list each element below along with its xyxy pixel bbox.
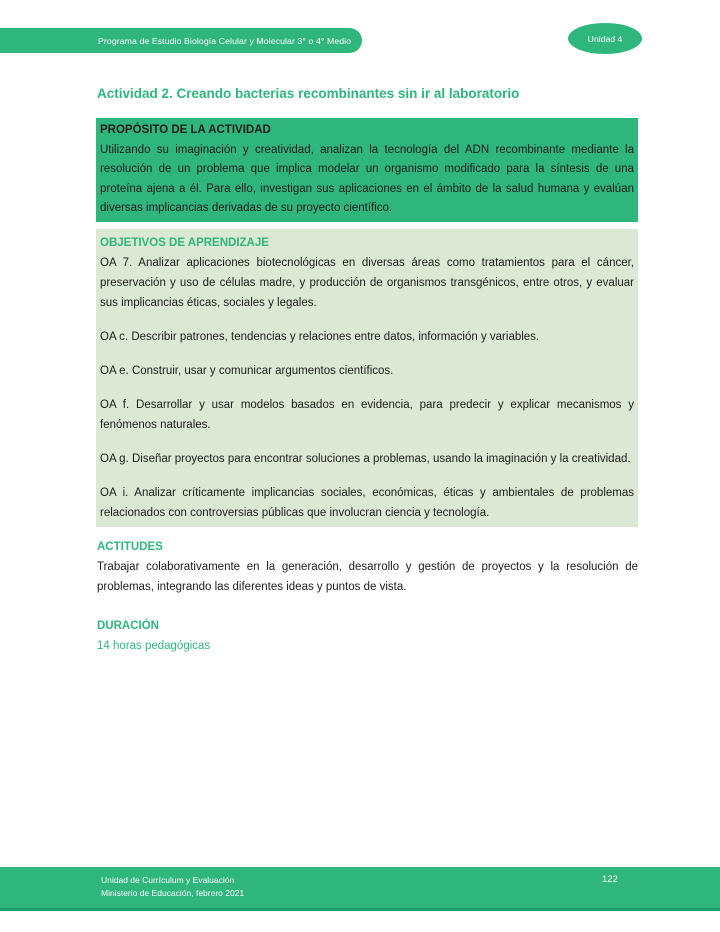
objetivo-item: OA i. Analizar críticamente implicancias sociales, económicas, éticas y ambientales de problemas relacionados con controversias públicas que involucran ciencia y tecnología. xyxy=(100,487,634,519)
page-title: Actividad 2. Creando bacterias recombinantes sin ir al laboratorio xyxy=(97,86,520,101)
footer-bar xyxy=(0,867,720,911)
proposito-heading: PROPÓSITO DE LA ACTIVIDAD xyxy=(100,124,271,136)
duracion-value: 14 horas pedagógicas xyxy=(97,640,211,652)
objetivos-list xyxy=(100,253,634,523)
objetivo-item: OA e. Construir, usar y comunicar argumentos científicos. xyxy=(100,365,394,377)
actitudes-body: Trabajar colaborativamente en la generación, desarrollo y gestión de proyectos y la resolución de problemas, integrando las diferentes ideas y puntos de vista. xyxy=(97,561,638,593)
unit-badge xyxy=(568,23,642,54)
duracion-section xyxy=(97,616,638,656)
duracion-heading: DURACIÓN xyxy=(97,620,159,632)
proposito-body: Utilizando su imaginación y creatividad, analizan la tecnología del ADN recombinante mediante la resolución de un problema que implica modelar un organismo modificado para la síntesis de una proteína ajena a él. Para ello, investigan sus aplicaciones en el ámbito de la salud humana y evalúan diversas implicancias derivadas de su proyecto científico. xyxy=(100,143,634,214)
page-number: 122 xyxy=(602,874,618,885)
footer-org-line1: Unidad de Currículum y Evaluación xyxy=(101,875,235,885)
proposito-section xyxy=(96,118,638,222)
program-pill-label: Programa de Estudio Biología Celular y Molecular 3° o 4° Medio xyxy=(98,35,352,46)
actitudes-section xyxy=(97,537,638,597)
objetivos-heading: OBJETIVOS DE APRENDIZAJE xyxy=(100,237,269,249)
unit-badge-label: Unidad 4 xyxy=(587,33,623,44)
objetivos-section xyxy=(96,229,638,527)
objetivo-item: OA g. Diseñar proyectos para encontrar soluciones a problemas, usando la imaginación y la creatividad. xyxy=(100,453,631,465)
objetivo-item: OA 7. Analizar aplicaciones biotecnológicas en diversas áreas como tratamientos para el cáncer, preservación y uso de células madre, y producción de organismos transgénicos, entre otros, y evaluar sus implicancias éticas, sociales y legales. xyxy=(100,257,634,309)
objetivo-item: OA c. Describir patrones, tendencias y relaciones entre datos, información y variables. xyxy=(100,331,540,343)
footer-org xyxy=(101,874,244,900)
program-pill xyxy=(0,28,362,53)
objetivo-item: OA f. Desarrollar y usar modelos basados en evidencia, para predecir y explicar mecanismos y fenómenos naturales. xyxy=(100,399,634,431)
footer-org-line2: Ministerio de Educación, febrero 2021 xyxy=(101,888,245,898)
actitudes-heading: ACTITUDES xyxy=(97,541,163,553)
